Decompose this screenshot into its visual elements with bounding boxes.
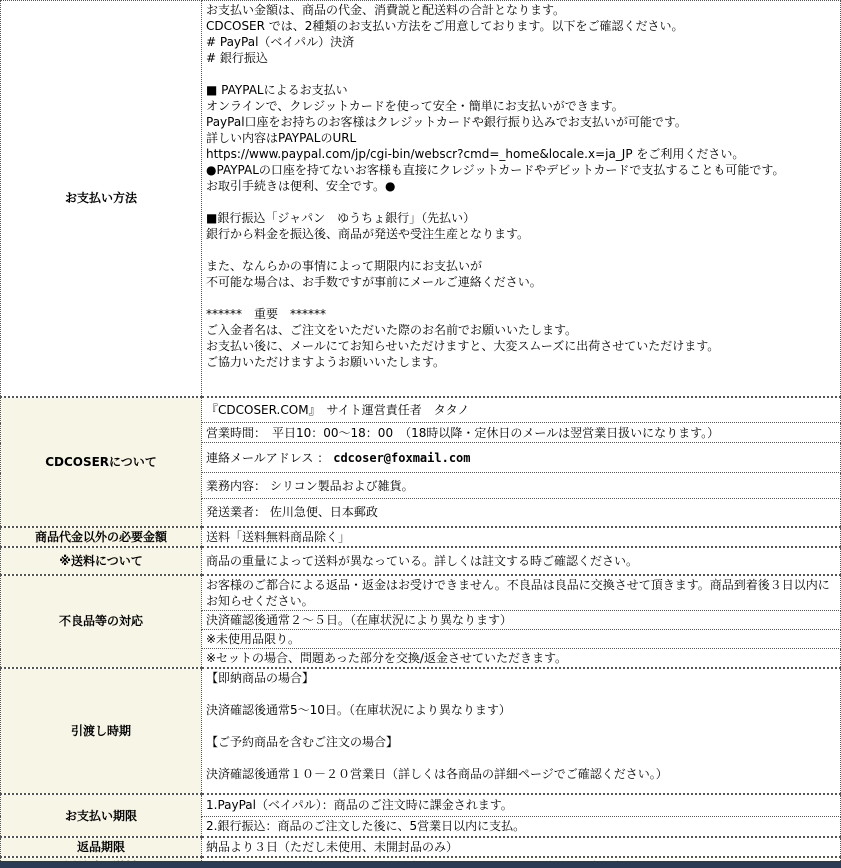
text-line: ■ PAYPALによるお支払い [206, 83, 348, 97]
text-line: ご協力いただけますようお願いいたします。 [206, 355, 446, 369]
delivery-content [202, 668, 841, 794]
about-business-hours: 営業時間： 平日10：00～18：00 （18時以降・定休日のメールは翌営業日扱いになります。） [202, 423, 841, 443]
text-line: 銀行から料金を振込後、商品が発送や受注生産となります。 [206, 227, 530, 241]
row-shipping-note [1, 547, 841, 575]
blank-line [206, 290, 836, 306]
text-line: # 銀行振込 [206, 51, 268, 65]
blank-line [206, 66, 836, 82]
text-line: CDCOSER では、2種類のお支払い方法をご用意しております。以下をご確認ください。 [206, 19, 684, 33]
row-about [1, 397, 841, 423]
about-business-content: 業務内容： シリコン製品および雑貨。 [202, 473, 841, 499]
payment-method-label: お支払い方法 [1, 1, 202, 397]
deadline-paypal: 1.PayPal（ベイパル）：商品のご注文時に課金されます。 [202, 794, 841, 816]
text-line: PayPal口座をお持ちのお客様はクレジットカードや銀行振り込みでお支払いが可能です。 [206, 115, 687, 129]
about-site-owner: 『CDCOSER.COM』 サイト運営責任者 タタノ [202, 397, 841, 423]
delivery-label: 引渡し時期 [1, 668, 202, 794]
contact-email: cdcoser@foxmail.com [333, 450, 471, 465]
return-period-label: 返品期限 [1, 837, 202, 857]
text-line: 詳しい内容はPAYPALのURL [206, 131, 357, 145]
important-notice-heading: ****** 重要 ****** [206, 307, 327, 321]
text-line: # PayPal（ベイパル）決済 [206, 35, 355, 49]
defect-label: 不良品等の対応 [1, 575, 202, 669]
shipping-note-content: 商品の重量によって送料が異なっている。詳しくは註文する時ご確認ください。 [202, 547, 841, 575]
contact-email-prefix: 連絡メールアドレス ： [206, 450, 330, 465]
blank-line [206, 194, 836, 210]
text-line: ■銀行振込「ジャパン ゆうちょ銀行」（先払い） [206, 211, 476, 225]
text-line: ●PAYPALの口座を持てないお客様も直接にクレジットカードやデビットカードで支払することも可能です。 [206, 163, 785, 177]
footer-bar [0, 861, 841, 868]
defect-processing-time: 決済確認後通常２～５日。（在庫状況により異なります） [202, 611, 841, 630]
text-line: 【即納商品の場合】 [206, 671, 315, 685]
about-contact-cell [202, 443, 841, 473]
row-deadline [1, 794, 841, 816]
payment-method-content [202, 1, 841, 397]
deadline-bank: 2.銀行振込：商品のご注文した後に、5営業日以内に支払。 [202, 816, 841, 837]
text-line: お支払い金額は、商品の代金、消費説と配送料の合計となります。 [206, 3, 566, 17]
text-line: 【ご予約商品を含むご注文の場合】 [206, 735, 399, 749]
blank-line [206, 242, 836, 258]
text-line: 不可能な場合は、お手数ですが事前にメールご連絡ください。 [206, 275, 542, 289]
defect-unused-only: ※未使用品限り。 [202, 630, 841, 649]
text-line: 決済確認後通常１０－２０営業日（詳しくは各商品の詳細ページでご確認ください。） [206, 767, 668, 781]
row-return-period [1, 837, 841, 857]
text-line: また、なんらかの事情によって期限内にお支払いが [206, 259, 483, 273]
row-payment-method [1, 1, 841, 397]
blank-line [206, 750, 836, 766]
extra-fees-label: 商品代金以外の必要金額 [1, 527, 202, 547]
text-line: お支払い後に、メールにてお知らせいただけますと、大変スムーズに出荷させていただけます。 [206, 339, 720, 353]
about-label: CDCOSERについて [1, 397, 202, 527]
paypal-url-text: https://www.paypal.com/jp/cgi-bin/webscr?cmd=_home&locale.x=ja_JP をご利用ください。 [206, 147, 745, 161]
return-period-content: 納品より３日（ただし未使用、未開封品のみ） [202, 837, 841, 857]
text-line: ご入金者名は、ご注文をいただいた際のお名前でお願いいたします。 [206, 323, 578, 337]
blank-line [206, 686, 836, 702]
defect-set-policy: ※セットの場合、問題あった部分を交換/返金させていただきます。 [202, 649, 841, 669]
blank-line [206, 718, 836, 734]
extra-fees-content: 送料「送料無料商品除く」 [202, 527, 841, 547]
text-line: オンラインで、クレジットカードを使って安全・簡単にお支払いができます。 [206, 99, 624, 113]
deadline-label: お支払い期限 [1, 794, 202, 837]
text-line: 決済確認後通常5～10日。（在庫状況により異なります） [206, 703, 511, 717]
text-line: お取引手続きは便利、安全です。● [206, 179, 396, 193]
row-extra-fees [1, 527, 841, 547]
row-delivery [1, 668, 841, 794]
shipping-note-label: ※送料について [1, 547, 202, 575]
row-defect [1, 575, 841, 611]
about-shipping-carrier: 発送業者： 佐川急便、日本郵政 [202, 499, 841, 527]
defect-policy: お客様のご都合による返品・返金はお受けできません。不良品は良品に交換させて頂きます。商品到着後３日以内にお知らせください。 [202, 575, 841, 611]
